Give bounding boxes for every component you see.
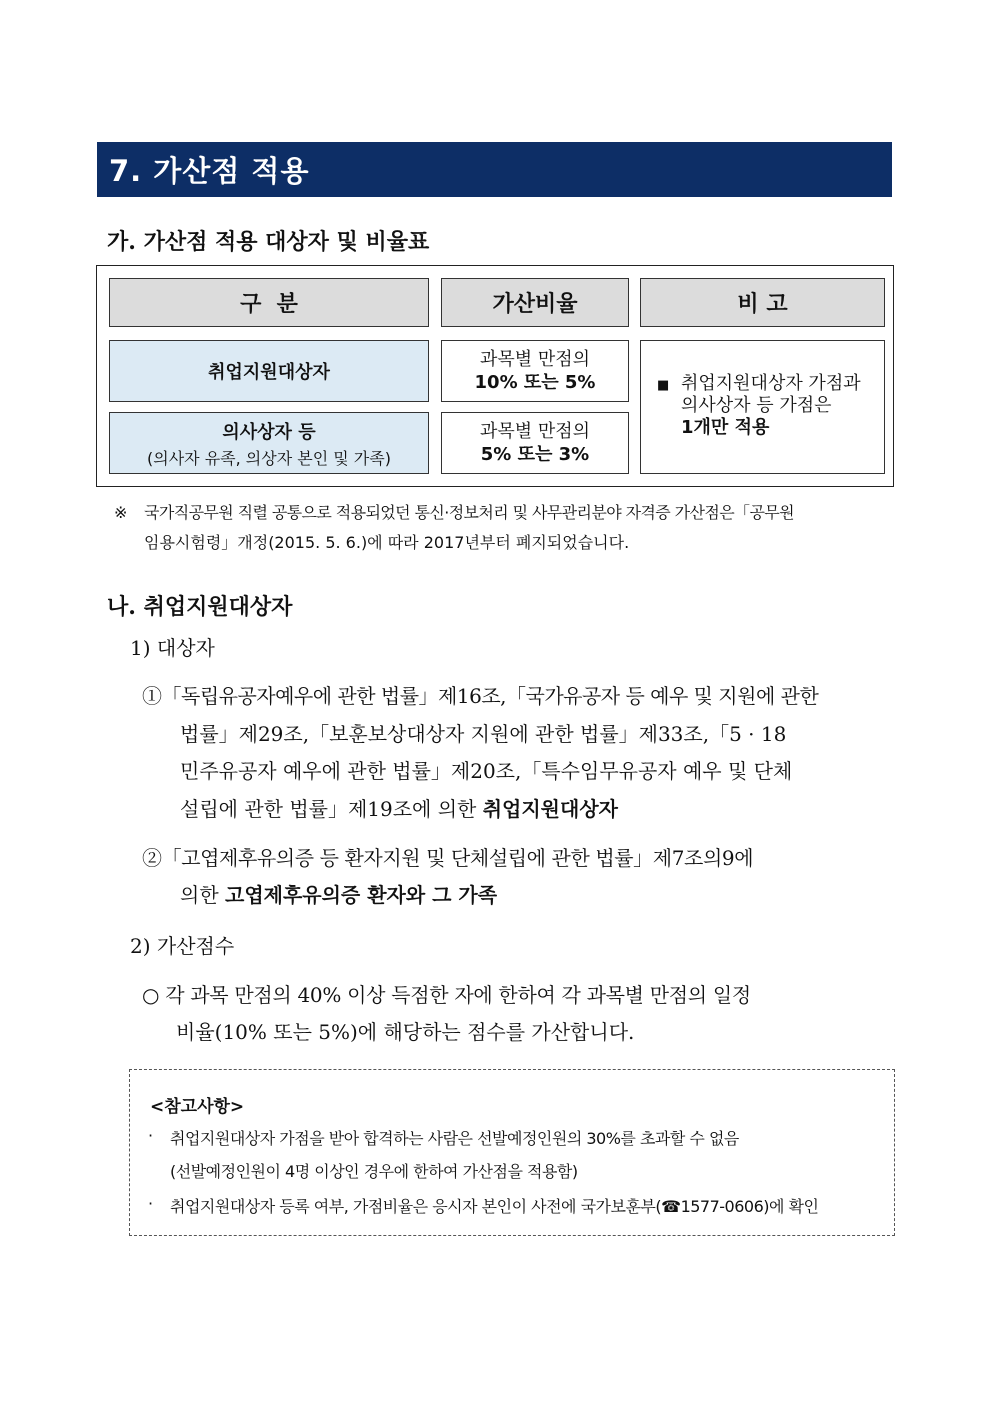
subheading-b: 나. 취업지원대상자 bbox=[107, 594, 293, 620]
table-header-rate: 가산비율 bbox=[441, 278, 629, 327]
item-1-1: ①「독립유공자예우에 관한 법률」제16조,「국가유공자 등 예우 및 지원에 관한 법률」제29조,「보훈보상대상자 지원에 관한 법률」제33조,「5 · 18 민주유공자 예우에 관한 법률」제20조,「특수임무유공자 예우 및 단체 설립에 관한 법률」제19조에 의한 취업지원대상자 bbox=[142, 684, 819, 821]
section-title: 7. 가산점 적용 bbox=[109, 154, 310, 188]
phone-icon: ☎ bbox=[661, 1197, 681, 1216]
reference-bullet-1: · bbox=[148, 1126, 154, 1145]
reference-item-2: 취업지원대상자 등록 여부, 가점비율은 응시자 본인이 사전에 국가보훈부(☎1577-0606)에 확인 bbox=[170, 1197, 819, 1216]
item-1-2: ②「고엽제후유의증 등 환자지원 및 단체설립에 관한 법률」제7조의9에 의한 고엽제후유의증 환자와 그 가족 bbox=[142, 846, 754, 907]
remark-bullet: ■ bbox=[657, 378, 670, 393]
reference-bullet-2: · bbox=[148, 1194, 154, 1213]
reference-item-1-sub: (선발예정인원이 4명 이상인 경우에 한하여 가산점을 적용함) bbox=[170, 1162, 578, 1181]
table-header-category: 구 분 bbox=[109, 278, 429, 327]
table-row-category-2: 의사상자 등 (의사자 유족, 의상자 본인 및 가족) bbox=[109, 412, 429, 474]
note-mark: ※ bbox=[114, 503, 128, 522]
item-2-1: ○ 각 과목 만점의 40% 이상 득점한 자에 한하여 각 과목별 만점의 일정 비율(10% 또는 5%)에 해당하는 점수를 가산합니다. bbox=[142, 983, 751, 1044]
item-2-title: 2) 가산점수 bbox=[130, 934, 235, 958]
bonus-table bbox=[96, 265, 894, 487]
reference-item-1: 취업지원대상자 가점을 받아 합격하는 사람은 선발예정인원의 30%를 초과할 수 없음 bbox=[170, 1129, 739, 1148]
section-header bbox=[97, 142, 892, 197]
table-remark: ■ 취업지원대상자 가점과 의사상자 등 가점은 1개만 적용 bbox=[640, 340, 885, 474]
subheading-a: 가. 가산점 적용 대상자 및 비율표 bbox=[107, 229, 430, 255]
table-row-rate-1: 과목별 만점의 10% 또는 5% bbox=[441, 340, 629, 402]
reference-box bbox=[129, 1069, 895, 1236]
table-header-remark: 비 고 bbox=[640, 278, 885, 327]
table-row-rate-2: 과목별 만점의 5% 또는 3% bbox=[441, 412, 629, 474]
reference-title: <참고사항> bbox=[150, 1097, 245, 1117]
table-row-category-1: 취업지원대상자 bbox=[109, 340, 429, 402]
note-text: 국가직공무원 직렬 공통으로 적용되었던 통신·정보처리 및 사무관리분야 자격증 가산점은「공무원 임용시험령」개정(2015. 5. 6.)에 따라 2017년부터 폐지되었습니다. bbox=[144, 503, 795, 552]
item-1-title: 1) 대상자 bbox=[130, 636, 215, 660]
